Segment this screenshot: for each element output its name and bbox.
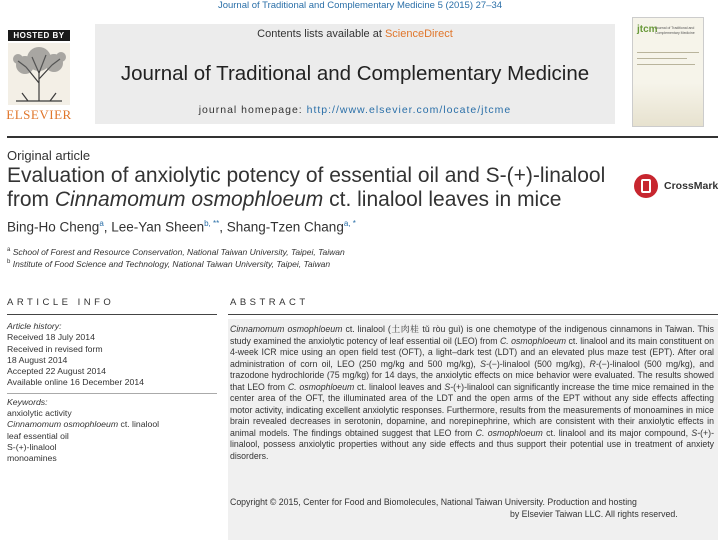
cover-rule [637, 58, 687, 59]
contents-prefix: Contents lists available at [257, 28, 385, 40]
affiliation-mark: b [7, 259, 11, 266]
keyword: monoamines [7, 453, 57, 464]
cover-rule [637, 52, 699, 53]
article-title [7, 164, 627, 211]
title-prefix: from [7, 187, 55, 211]
history-item: Available online 16 December 2014 [7, 377, 145, 388]
author-separator: , [219, 219, 227, 235]
abstract-segment: (−)-linalool (500 mg/kg), and trazodone hydrochloride (75 mg/kg) for 14 days, the anxiolytic effects on mice behavior were evaluated. The results showed that LEO from [230, 358, 714, 392]
author-name[interactable]: Lee-Yan Sheen [111, 219, 205, 235]
abstract-segment: (+)-linalool can significantly increase the time mice remained in the center area of the OFT, the illuminated area of the LDT and the open arms of the EPT without any side effects affecting motor activity, indicating excellent anxiolytic responses. Furthermore, results from the measurements of monoamines in mice brain revealed decreases in serotonin, dopamine, and norepinephrine, which are consistent with their anxiolytic effects in animal models. The findings obtained suggest that LEO from [230, 381, 714, 438]
info-divider [7, 393, 217, 394]
affiliation-mark: a [7, 247, 11, 254]
title-line-2 [7, 188, 627, 212]
header-divider [7, 136, 718, 138]
crossmark-label[interactable]: CrossMark [664, 180, 719, 192]
author-affiliation-mark[interactable]: a [99, 219, 104, 228]
keyword-species: Cinnamomum osmophloeum [7, 419, 119, 430]
sciencedirect-link[interactable]: ScienceDirect [384, 28, 453, 40]
homepage-prefix: journal homepage: [198, 104, 307, 116]
abstract-segment: S- [691, 427, 701, 438]
journal-masthead [95, 24, 615, 124]
keyword: S-(+)-linalool [7, 441, 57, 452]
author-name[interactable]: Bing-Ho Cheng [7, 219, 100, 235]
copyright-line: by Elsevier Taiwan LLC. All rights reserved. [510, 508, 678, 519]
article-info-heading: ARTICLE INFO [7, 297, 115, 308]
elsevier-tree-logo [8, 43, 70, 105]
article-info-divider [7, 314, 217, 315]
copyright-notice [230, 497, 714, 520]
abstract-segment: (−)-linalool (500 mg/kg), [488, 358, 590, 369]
title-line-1: Evaluation of anxiolytic potency of essential oil and S-(+)-linalool [7, 164, 606, 187]
author-name[interactable]: Shang-Tzen Chang [226, 219, 344, 235]
abstract-segment: S- [480, 358, 489, 369]
keyword: leaf essential oil [7, 430, 69, 441]
abstract-divider [228, 314, 718, 315]
contents-line [95, 28, 615, 40]
cover-title: Journal of Traditional and Complementary Medicine [655, 26, 695, 35]
author-list [7, 219, 356, 235]
journal-cover-thumbnail [632, 17, 704, 127]
cover-logo: jtcm [637, 24, 658, 35]
article-type: Original article [7, 148, 91, 163]
keyword: Cinnamomum osmophloeum ct. linalool [7, 419, 160, 430]
affiliation [7, 259, 330, 269]
author-separator: , [103, 219, 112, 235]
history-label: Article history: [7, 321, 62, 331]
cover-rule [637, 64, 695, 65]
history-item: 18 August 2014 [7, 354, 68, 365]
history-item: Accepted 22 August 2014 [7, 366, 107, 377]
keyword: anxiolytic activity [7, 408, 72, 419]
keywords-label: Keywords: [7, 396, 48, 407]
hosted-by-label: HOSTED BY [8, 30, 70, 41]
article-info [7, 321, 217, 465]
homepage-link[interactable]: http://www.elsevier.com/locate/jtcme [306, 104, 512, 116]
abstract-heading: ABSTRACT [230, 297, 309, 308]
affiliation-text: School of Forest and Resource Conservation, National Taiwan University, Taipei, Taiwan [12, 247, 345, 257]
abstract-segment: C. osmophloeum [499, 335, 567, 346]
copyright-line: Copyright © 2015, Center for Food and Biomolecules, National Taiwan University. Production and hosting [230, 497, 637, 507]
affiliation [7, 247, 345, 257]
history-item: Received in revised form [7, 343, 103, 354]
abstract-segment: S- [444, 381, 454, 392]
abstract-segment: ct. linalool and its main constituent on 4-week ICR mice using an open field test (OFT), a light–dark test (LDT) and an elevated plus maze test (EPT). After oral administration of corn oil, LEO (250 mg/kg and 500 mg/kg), [230, 335, 714, 369]
abstract-segment: Cinnamomum osmophloeum [230, 324, 343, 334]
history-item: Received 18 July 2014 [7, 332, 95, 343]
abstract-segment: C. osmophloeum [475, 427, 543, 438]
affiliation-text: Institute of Food Science and Technology, National Taiwan University, Taipei, Taiwan [12, 259, 331, 269]
abstract-segment: C. osmophloeum [287, 381, 355, 392]
author-affiliation-mark[interactable]: a, * [343, 219, 356, 228]
journal-title: Journal of Traditional and Complementary Medicine [120, 62, 590, 85]
title-suffix: ct. linalool leaves in mice [323, 187, 562, 211]
abstract-segment: ct. linalool leaves and [354, 381, 445, 392]
abstract-segment: ct. linalool (土肉桂 tǔ ròu guì) is one chemotype of the indigenous cinnamons in Taiwan. This study examined the anxiolytic potency of leaf essential oil (LEO) from [230, 324, 714, 346]
publisher-name: ELSEVIER [6, 107, 72, 122]
abstract-segment: R- [589, 358, 599, 369]
journal-citation[interactable]: Journal of Traditional and Complementary Medicine 5 (2015) 27–34 [217, 0, 503, 11]
abstract-segment: (+)-linalool, possess anxiolytic properties without any side effects and thus support their potential use in treatment of anxiety disorders. [230, 427, 714, 461]
abstract-text [230, 324, 714, 462]
journal-homepage [95, 104, 615, 116]
author-affiliation-mark[interactable]: b, ** [204, 219, 220, 228]
abstract-segment: ct. linalool and its major compound, [542, 427, 692, 438]
title-species: Cinnamomum osmophloeum [54, 187, 324, 211]
